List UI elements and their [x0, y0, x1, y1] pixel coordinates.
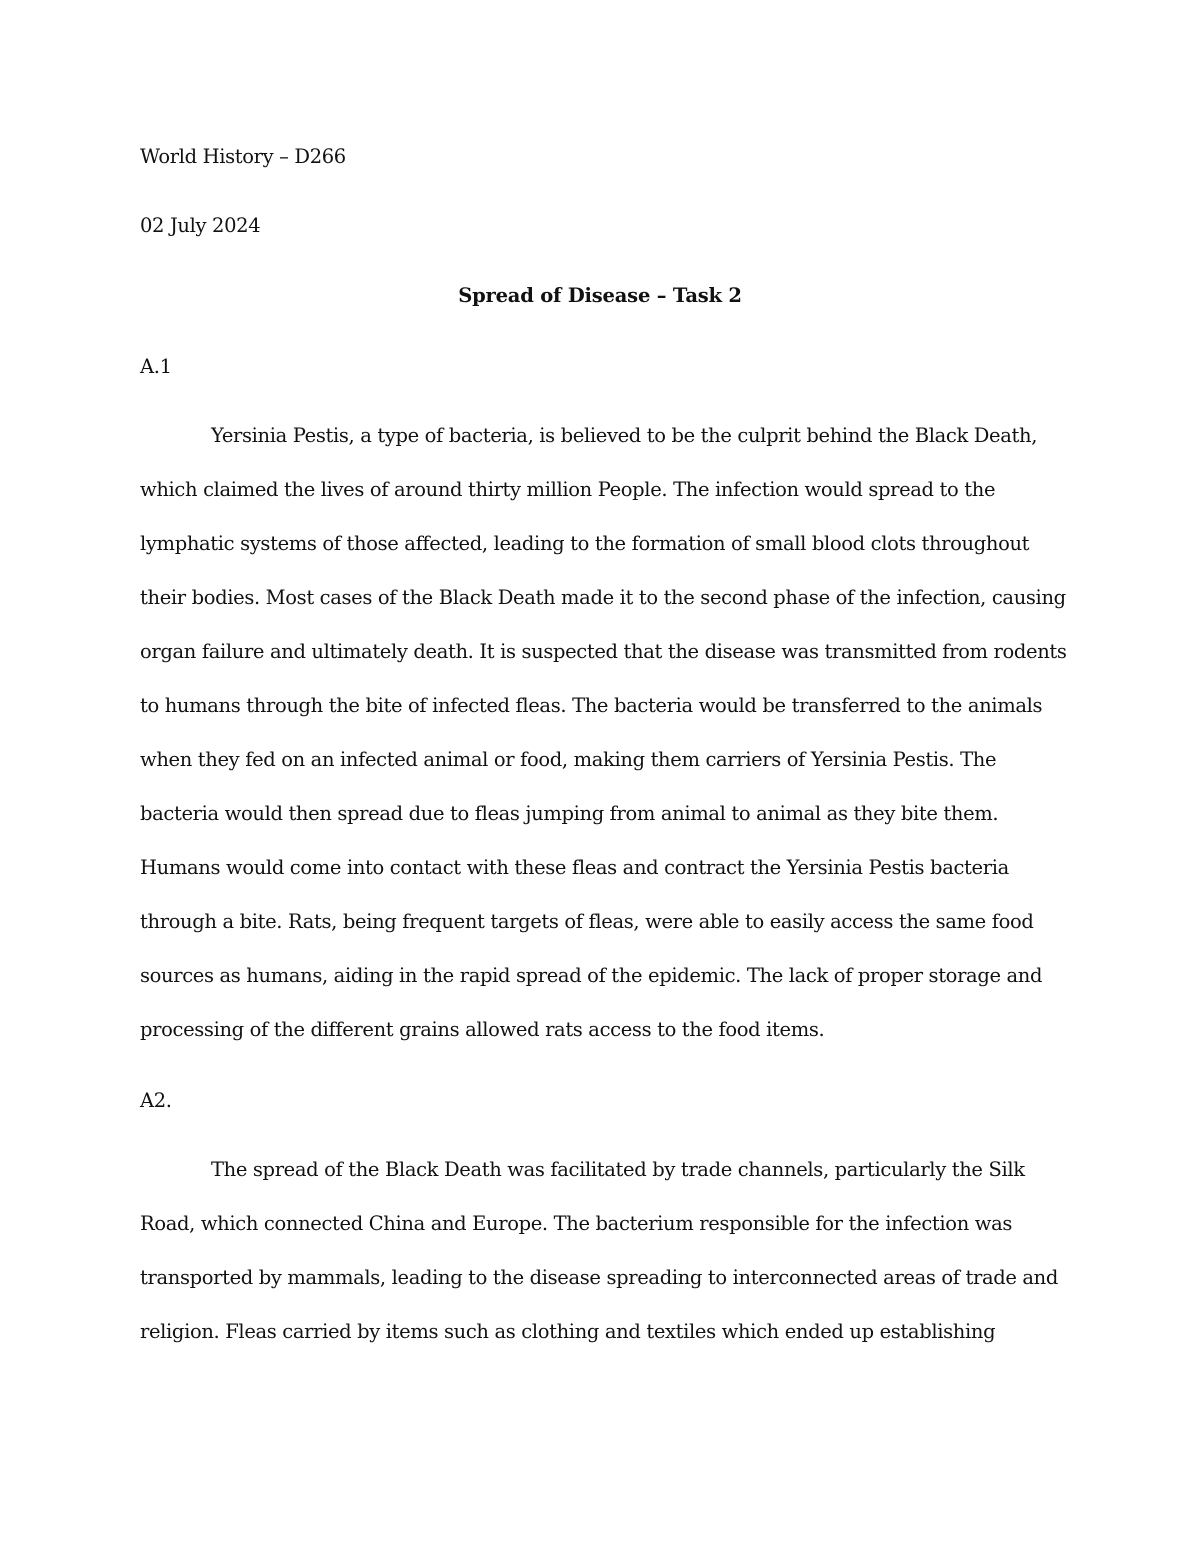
section-label-a1: A.1	[140, 355, 172, 378]
paragraph-line: bacteria would then spread due to fleas jumping from animal to animal as they bite them.	[140, 802, 999, 825]
paragraph-line: lymphatic systems of those affected, leading to the formation of small blood clots throughout	[140, 532, 1030, 555]
paragraph-line: through a bite. Rats, being frequent targets of fleas, were able to easily access the same food	[140, 910, 1034, 933]
paragraph-line: Road, which connected China and Europe. The bacterium responsible for the infection was	[140, 1212, 1013, 1235]
course-heading: World History – D266	[140, 145, 346, 168]
paragraph-line: The spread of the Black Death was facilitated by trade channels, particularly the Silk	[211, 1158, 1025, 1181]
paragraph-line: processing of the different grains allowed rats access to the food items.	[140, 1018, 825, 1041]
paragraph-line: sources as humans, aiding in the rapid spread of the epidemic. The lack of proper storage and	[140, 964, 1043, 987]
paragraph-line: to humans through the bite of infected fleas. The bacteria would be transferred to the animals	[140, 694, 1043, 717]
section-label-a2: A2.	[140, 1089, 172, 1112]
paragraph-line: organ failure and ultimately death. It is suspected that the disease was transmitted from rodents	[140, 640, 1067, 663]
paragraph-line: Humans would come into contact with these fleas and contract the Yersinia Pestis bacteria	[140, 856, 1009, 879]
paragraph-line: religion. Fleas carried by items such as clothing and textiles which ended up establishing	[140, 1320, 996, 1343]
date-line: 02 July 2024	[140, 214, 261, 237]
document-title: Spread of Disease – Task 2	[458, 284, 742, 307]
paragraph-line: Yersinia Pestis, a type of bacteria, is believed to be the culprit behind the Black Death,	[211, 424, 1038, 447]
paragraph-line: their bodies. Most cases of the Black Death made it to the second phase of the infection, causing	[140, 586, 1066, 609]
paragraph-line: transported by mammals, leading to the disease spreading to interconnected areas of trade and	[140, 1266, 1059, 1289]
paragraph-line: which claimed the lives of around thirty million People. The infection would spread to the	[140, 478, 996, 501]
paragraph-line: when they fed on an infected animal or food, making them carriers of Yersinia Pestis. The	[140, 748, 997, 771]
